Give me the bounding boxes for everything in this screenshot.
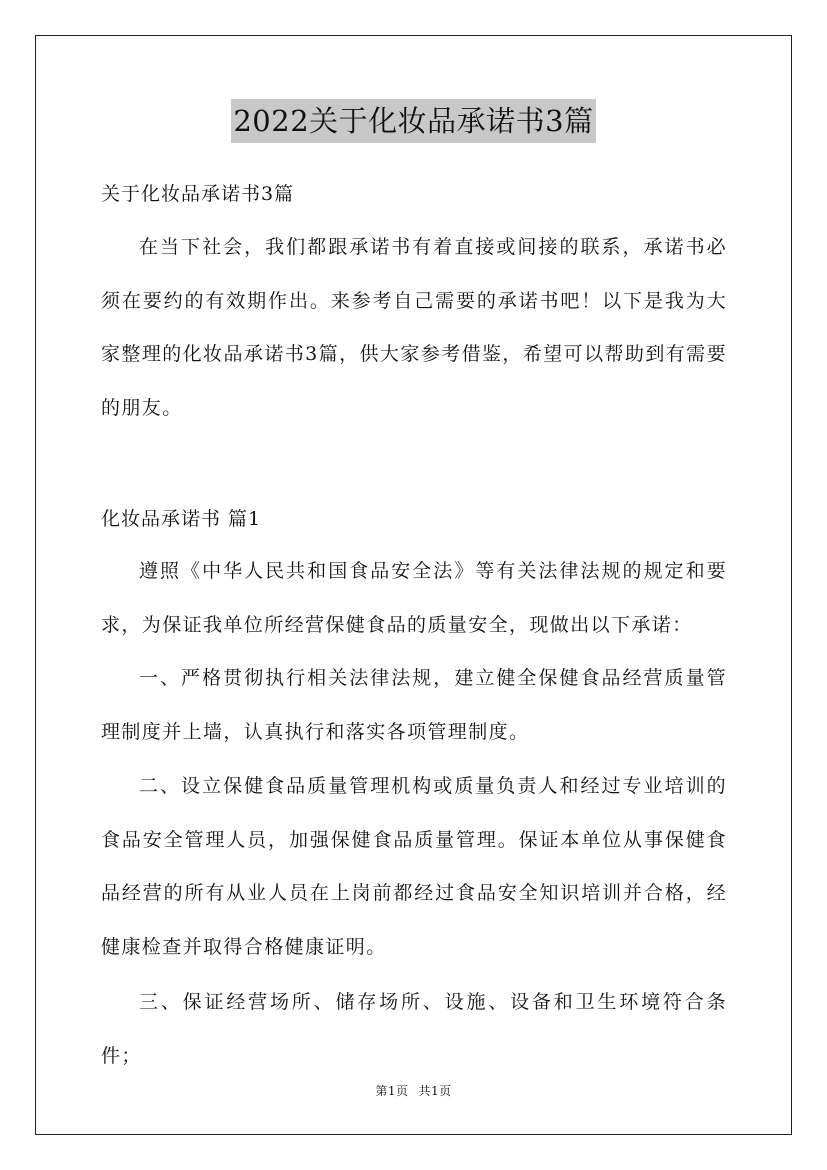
page-footer [0,1082,827,1100]
body-paragraph: 遵照《中华人民共和国食品安全法》等有关法律法规的规定和要求，为保证我单位所经营保健食品的质量安全，现做出以下承诺： [101,560,727,636]
body-paragraph: 二、设立保健食品质量管理机构或质量负责人和经过专业培训的食品安全管理人员，加强保健食品质量管理。保证本单位从事保健食品经营的所有从业人员在上岗前都经过食品安全知识培训并合格，经健康检查并取得合格健康证明。 [101,775,727,958]
page-number: 第1页 [375,1084,409,1098]
page-total: 共1页 [418,1084,452,1098]
document-subtitle: 关于化妆品承诺书3篇 [101,183,295,205]
intro-paragraph: 在当下社会，我们都跟承诺书有着直接或间接的联系，承诺书必须在要约的有效期作出。来参考自己需要的承诺书吧！以下是我为大家整理的化妆品承诺书3篇，供大家参考借鉴，希望可以帮助到有需要的朋友。 [101,236,727,419]
body-paragraph: 三、保证经营场所、储存场所、设施、设备和卫生环境符合条件； [101,991,727,1067]
section-heading: 化妆品承诺书 篇1 [101,508,262,530]
document-title: 2022关于化妆品承诺书3篇 [231,99,595,143]
body-paragraph: 一、严格贯彻执行相关法律法规，建立健全保健食品经营质量管理制度并上墙，认真执行和落实各项管理制度。 [101,667,727,743]
title-container [0,99,827,143]
